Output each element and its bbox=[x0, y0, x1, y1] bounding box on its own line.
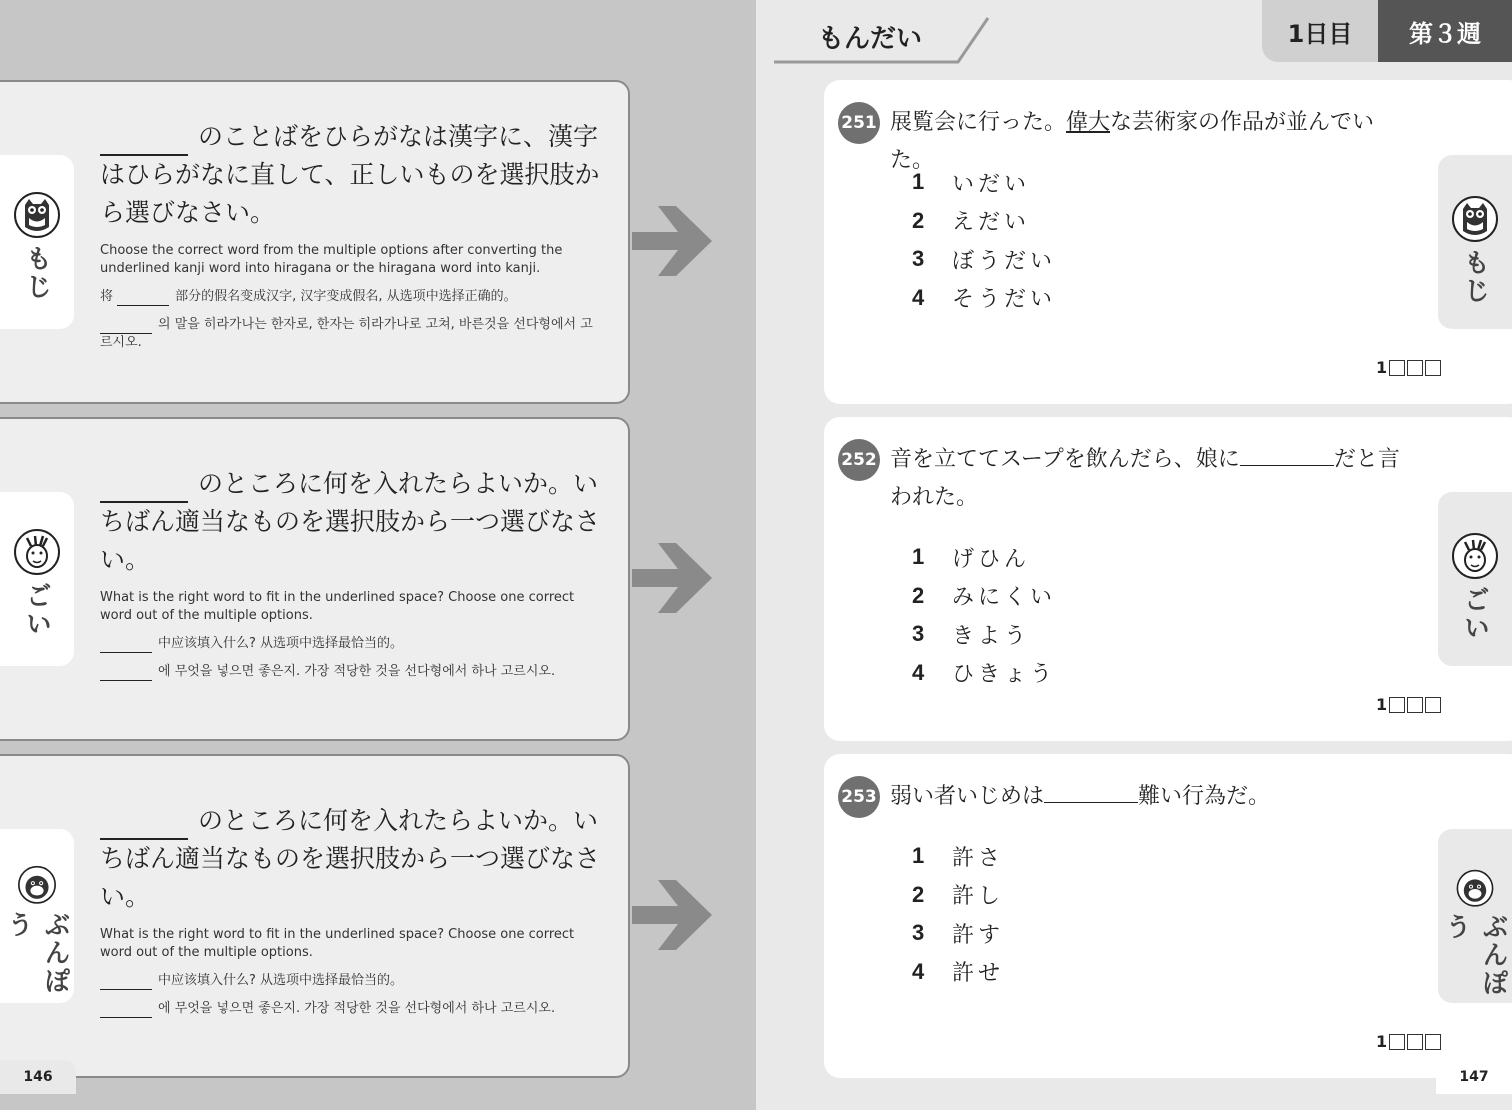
option-3[interactable]: 3 許す bbox=[912, 920, 1005, 948]
instruction-text bbox=[100, 465, 600, 691]
arrow-right-icon bbox=[632, 206, 716, 276]
options-list bbox=[912, 163, 1056, 317]
arrow-right-icon bbox=[632, 880, 716, 950]
instruction-card-moji bbox=[0, 80, 630, 404]
tab-label: ごい bbox=[21, 582, 52, 638]
instruction-text bbox=[100, 118, 600, 362]
checkbox[interactable] bbox=[1407, 360, 1423, 376]
checkbox[interactable] bbox=[1425, 1034, 1441, 1050]
gorilla-icon bbox=[13, 865, 61, 905]
checkbox[interactable] bbox=[1407, 1034, 1423, 1050]
side-tab-moji-right bbox=[1438, 155, 1512, 329]
options-list bbox=[912, 538, 1056, 692]
review-checkboxes: 1 bbox=[1376, 695, 1441, 714]
tab-label: ぶんぽう bbox=[3, 910, 70, 995]
side-tab-bunpou-right bbox=[1438, 829, 1512, 1003]
tab-label: ごい bbox=[1459, 586, 1490, 642]
checkbox[interactable] bbox=[1389, 697, 1405, 713]
option-1[interactable]: 1 いだい bbox=[912, 169, 1031, 197]
question-text: 展覧会に行った。偉大な芸術家の作品が並んでいた。 bbox=[890, 110, 1375, 173]
instruction-zh: 中应该填入什么? 从选项中选择最恰当的。 bbox=[100, 972, 600, 990]
page-title: もんだい bbox=[818, 24, 923, 54]
instruction-ko: 의 말을 히라가나는 한자로, 한자는 히라가나로 고쳐, 바른것을 선다형에서 고르시오. bbox=[100, 317, 593, 350]
instruction-card-bunpou bbox=[0, 754, 630, 1078]
tab-label: もじ bbox=[21, 245, 52, 301]
option-4[interactable]: 4 許せ bbox=[912, 958, 1005, 987]
day-label: 1日目 bbox=[1262, 0, 1378, 62]
instruction-ko: 에 무엇을 넣으면 좋은지. 가장 적당한 것을 선다형에서 하나 고르시오. bbox=[100, 663, 600, 681]
instruction-en: Choose the correct word from the multiple options after converting the underlined kanji word into hiragana or the hiragana word into kanji. bbox=[100, 243, 563, 276]
instruction-zh: 将 部分的假名变成汉字, 汉字变成假名, 从选项中选择正确的。 bbox=[100, 289, 517, 304]
owl-icon bbox=[1451, 195, 1499, 243]
instruction-text bbox=[100, 802, 600, 1028]
instruction-jp: のところに何を入れたらよいか。いちばん適当なものを選択肢から一つ選びなさい。 bbox=[100, 806, 601, 911]
question-card-252 bbox=[824, 417, 1512, 741]
question-card-251 bbox=[824, 80, 1512, 404]
options-list bbox=[912, 837, 1004, 991]
option-2[interactable]: 2 えだい bbox=[912, 207, 1031, 236]
review-checkboxes: 1 bbox=[1376, 358, 1441, 377]
option-3[interactable]: 3 ぼうだい bbox=[912, 246, 1057, 274]
page-number-left: 146 bbox=[0, 1060, 76, 1094]
tab-label: もじ bbox=[1459, 249, 1490, 305]
option-4[interactable]: 4 そうだい bbox=[912, 284, 1057, 313]
option-2[interactable]: 2 みにくい bbox=[912, 582, 1057, 611]
checkbox[interactable] bbox=[1389, 1034, 1405, 1050]
zebra-icon bbox=[1451, 532, 1499, 580]
instruction-en: What is the right word to fit in the underlined space? Choose one correct word out of the multiple options. bbox=[100, 590, 575, 623]
option-2[interactable]: 2 許し bbox=[912, 881, 1005, 910]
checkbox[interactable] bbox=[1425, 697, 1441, 713]
instruction-jp: のことばをひらがなは漢字に、漢字はひらがなに直して、正しいものを選択肢から選びなさい。 bbox=[100, 122, 600, 227]
gorilla-icon bbox=[1451, 869, 1499, 907]
instruction-card-goi bbox=[0, 417, 630, 741]
page-number-right: 147 bbox=[1436, 1060, 1512, 1094]
option-3[interactable]: 3 きよう bbox=[912, 621, 1031, 649]
question-number: 252 bbox=[838, 439, 880, 481]
side-tab-moji bbox=[0, 155, 74, 329]
side-tab-goi bbox=[0, 492, 74, 666]
option-1[interactable]: 1 許さ bbox=[912, 843, 1005, 871]
tab-label: ぶんぽう bbox=[1441, 913, 1508, 998]
arrow-right-icon bbox=[632, 543, 716, 613]
review-checkboxes: 1 bbox=[1376, 1032, 1441, 1051]
option-1[interactable]: 1 げひん bbox=[912, 544, 1031, 572]
question-text: 音を立ててスープを飲んだら、娘に だと言われた。 bbox=[890, 441, 1410, 517]
week-label: 第３週 bbox=[1378, 0, 1512, 62]
instruction-en: What is the right word to fit in the underlined space? Choose one correct word out of the multiple options. bbox=[100, 927, 575, 960]
checkbox[interactable] bbox=[1407, 697, 1423, 713]
question-card-253 bbox=[824, 754, 1512, 1078]
instruction-ko: 에 무엇을 넣으면 좋은지. 가장 적당한 것을 선다형에서 하나 고르시오. bbox=[100, 1000, 600, 1018]
question-number: 253 bbox=[838, 776, 880, 818]
question-text: 弱い者いじめは 難い行為だ。 bbox=[890, 778, 1410, 816]
instruction-zh: 中应该填入什么? 从选项中选择最恰当的。 bbox=[100, 635, 600, 653]
checkbox[interactable] bbox=[1389, 360, 1405, 376]
side-tab-goi-right bbox=[1438, 492, 1512, 666]
option-4[interactable]: 4 ひきょう bbox=[912, 659, 1057, 688]
owl-icon bbox=[13, 191, 61, 239]
side-tab-bunpou bbox=[0, 829, 74, 1003]
question-number: 251 bbox=[838, 102, 880, 144]
zebra-icon bbox=[13, 528, 61, 576]
instruction-jp: のところに何を入れたらよいか。いちばん適当なものを選択肢から一つ選びなさい。 bbox=[100, 469, 601, 574]
checkbox[interactable] bbox=[1425, 360, 1441, 376]
